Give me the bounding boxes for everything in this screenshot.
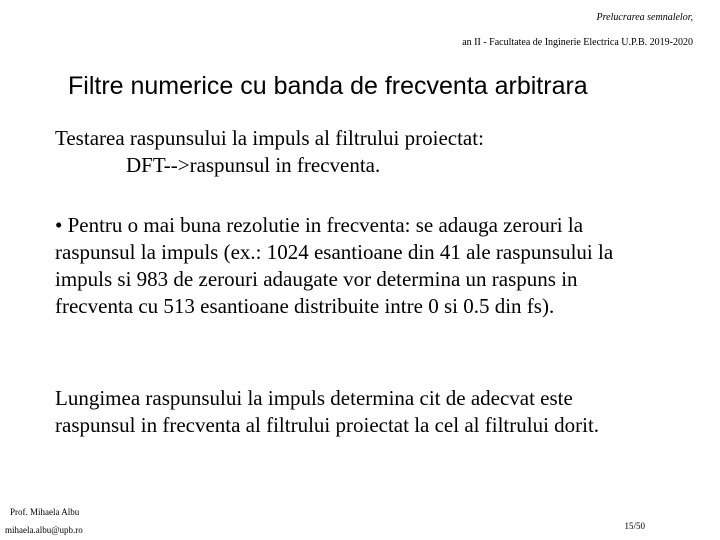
slide-title: Filtre numerice cu banda de frecventa arbitrara xyxy=(68,72,588,100)
page-number: 15/50 xyxy=(624,521,645,531)
footer-author: Prof. Mihaela Albu xyxy=(10,507,80,517)
paragraph-length: Lungimea raspunsului la impuls determina cit de adecvat este raspunsul in frecventa al filtrului proiectat la cel al filtrului dorit. xyxy=(55,386,600,437)
header-faculty: an II - Facultatea de Inginerie Electrica U.P.B. 2019-2020 xyxy=(462,37,693,48)
footer-email: mihaela.albu@upb.ro xyxy=(5,525,83,535)
paragraph-testing xyxy=(55,125,615,179)
bullet-resolution: • Pentru o mai buna rezolutie in frecventa: se adauga zerouri la raspunsul la impuls (ex.: 1024 esantioane din 41 ale raspunsului la impuls si 983 de zerouri adaugate vor determina un raspuns in frecventa cu 513 esantioane distribuite intre 0 si 0.5 din fs). xyxy=(55,213,614,318)
paragraph-testing-line1: Testarea raspunsului la impuls al filtrului proiectat: xyxy=(55,126,484,150)
paragraph-testing-line2: DFT-->raspunsul in frecventa. xyxy=(126,153,381,177)
header-course: Prelucrarea semnalelor, xyxy=(596,12,693,23)
